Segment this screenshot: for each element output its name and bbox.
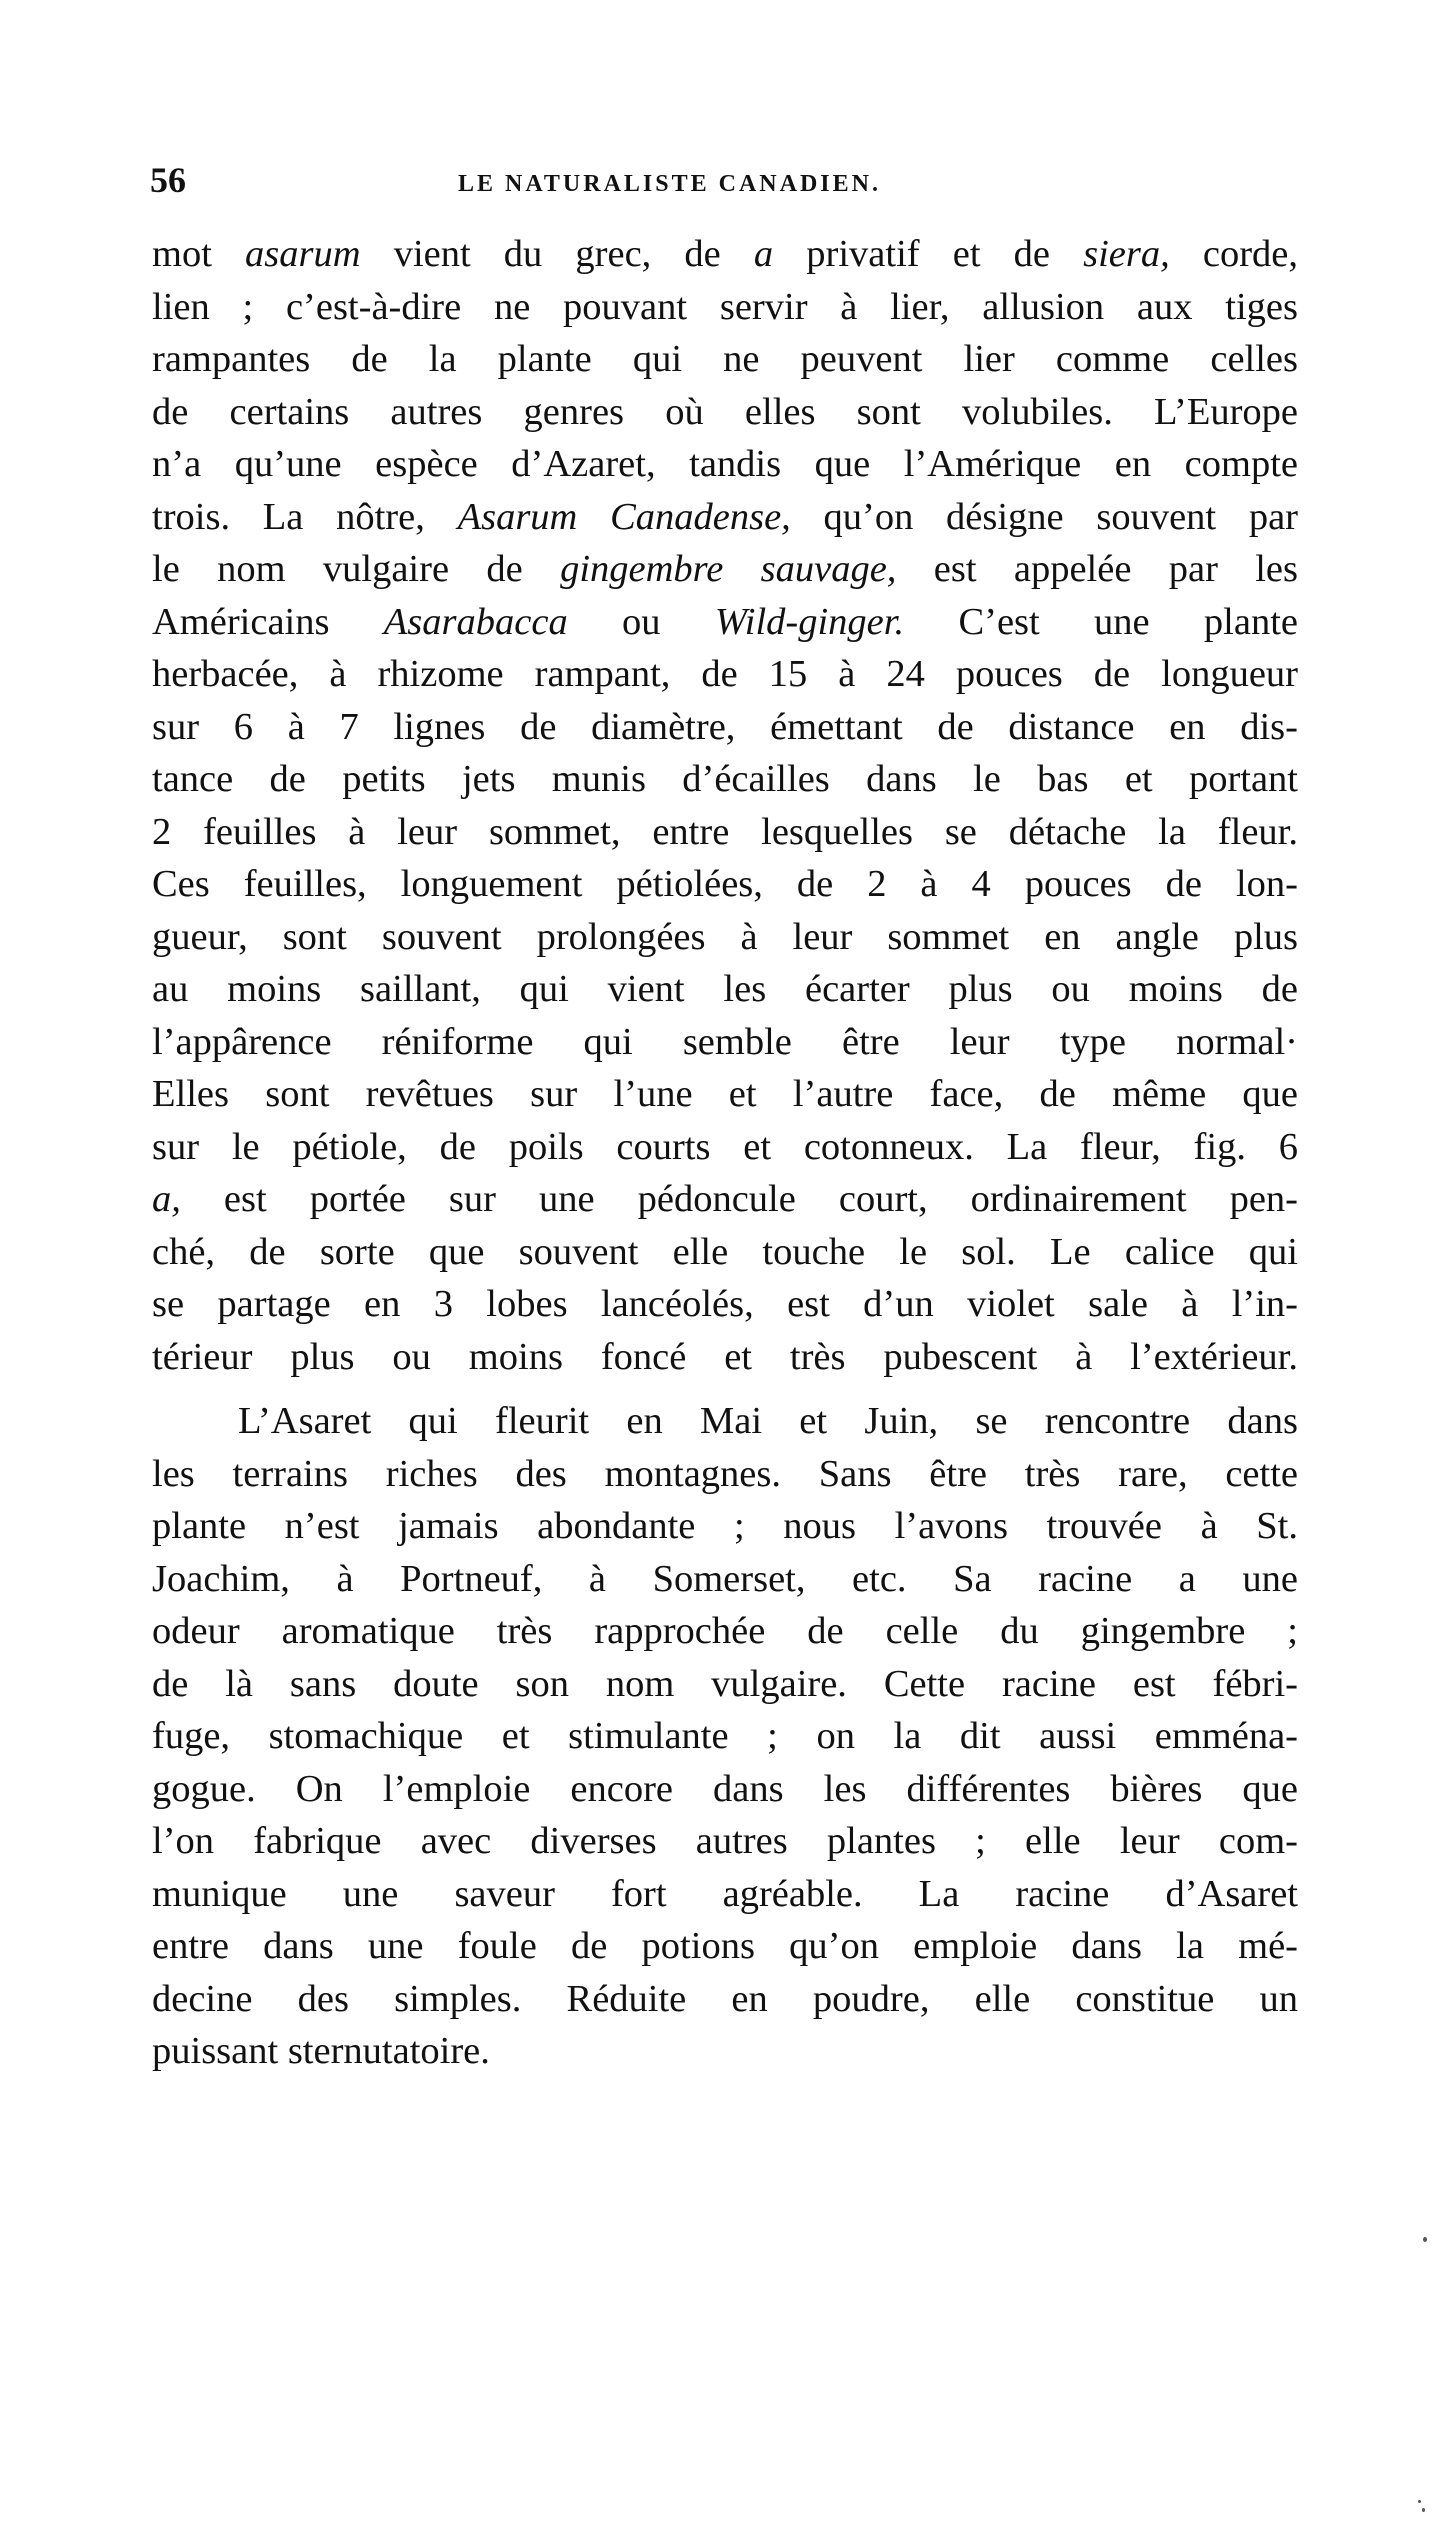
text-line: a, est portée sur une pédoncule court, ordinairement pen-: [152, 1178, 1298, 1220]
text-line: sur le pétiole, de poils courts et cotonneux. La fleur, fig. 6: [152, 1125, 1298, 1168]
text-line: térieur plus ou moins foncé et très pubescent à l’extérieur.: [152, 1335, 1298, 1378]
text-line: le nom vulgaire de gingembre sauvage, est appelée par les: [152, 548, 1299, 590]
text-line: de certains autres genres où elles sont volubiles. L’Europe: [152, 390, 1298, 433]
text-line: 2 feuilles à leur sommet, entre lesquelles se détache la fleur.: [152, 810, 1298, 853]
text-line: Elles sont revêtues sur l’une et l’autre face, de même que: [152, 1073, 1298, 1115]
text-line: de là sans doute son nom vulgaire. Cette racine est fébri-: [152, 1662, 1298, 1705]
text-line: ché, de sorte que souvent elle touche le sol. Le calice qui: [152, 1230, 1298, 1273]
text-line: au moins saillant, qui vient les écarter plus ou moins de: [152, 968, 1298, 1010]
paragraph-1: [152, 228, 1298, 1383]
text-line: herbacée, à rhizome rampant, de 15 à 24 pouces de longueur: [152, 653, 1298, 695]
print-speck: [1418, 2500, 1421, 2503]
text-line: munique une saveur fort agréable. La racine d’Asaret: [152, 1872, 1298, 1915]
text-line: lien ; c’est-à-dire ne pouvant servir à lier, allusion aux tiges: [152, 285, 1298, 328]
text-line: Américains Asarabacca ou Wild-ginger. C’est une plante: [152, 600, 1298, 643]
text-line: l’appârence réniforme qui semble être leur type normal·: [152, 1020, 1298, 1063]
text-line: decine des simples. Réduite en poudre, elle constitue un: [152, 1977, 1298, 2020]
text-line: se partage en 3 lobes lancéolés, est d’un violet sale à l’in-: [152, 1283, 1298, 1325]
text-line: odeur aromatique très rapprochée de celle du gingembre ;: [152, 1610, 1298, 1652]
text-line: rampantes de la plante qui ne peuvent lier comme celles: [152, 338, 1298, 380]
text-line: sur 6 à 7 lignes de diamètre, émettant de distance en dis-: [152, 705, 1298, 748]
text-line: mot asarum vient du grec, de a privatif et de siera, corde,: [152, 233, 1298, 275]
text-line: Ces feuilles, longuement pétiolées, de 2 à 4 pouces de lon-: [152, 863, 1298, 905]
text-line: gogue. On l’emploie encore dans les différentes bières que: [152, 1767, 1298, 1810]
text-line: tance de petits jets munis d’écailles dans le bas et portant: [152, 758, 1298, 800]
text-line: Joachim, à Portneuf, à Somerset, etc. Sa racine a une: [152, 1557, 1298, 1600]
text-line: plante n’est jamais abondante ; nous l’avons trouvée à St.: [152, 1505, 1298, 1547]
text-line: L’Asaret qui fleurit en Mai et Juin, se rencontre dans: [238, 1400, 1298, 1442]
text-line: entre dans une foule de potions qu’on emploie dans la mé-: [152, 1925, 1298, 1967]
text-line: puissant sternutatoire.: [152, 2030, 490, 2072]
text-line: trois. La nôtre, Asarum Canadense, qu’on désigne souvent par: [152, 495, 1298, 538]
text-line: l’on fabrique avec diverses autres plantes ; elle leur com-: [152, 1820, 1298, 1862]
text-line: les terrains riches des montagnes. Sans être très rare, cette: [152, 1452, 1298, 1495]
page-header: [150, 155, 1300, 205]
print-speck: [1422, 2508, 1425, 2512]
body-text: [152, 228, 1298, 2078]
paragraph-2: [152, 1395, 1298, 2078]
running-title: LE NATURALISTE CANADIEN.: [458, 171, 881, 197]
text-line: gueur, sont souvent prolongées à leur sommet en angle plus: [152, 915, 1298, 958]
print-speck: [1423, 2237, 1427, 2242]
text-line: n’a qu’une espèce d’Azaret, tandis que l’Amérique en compte: [152, 443, 1298, 485]
page-number: 56: [150, 160, 186, 200]
text-line: fuge, stomachique et stimulante ; on la dit aussi emména-: [152, 1715, 1298, 1757]
